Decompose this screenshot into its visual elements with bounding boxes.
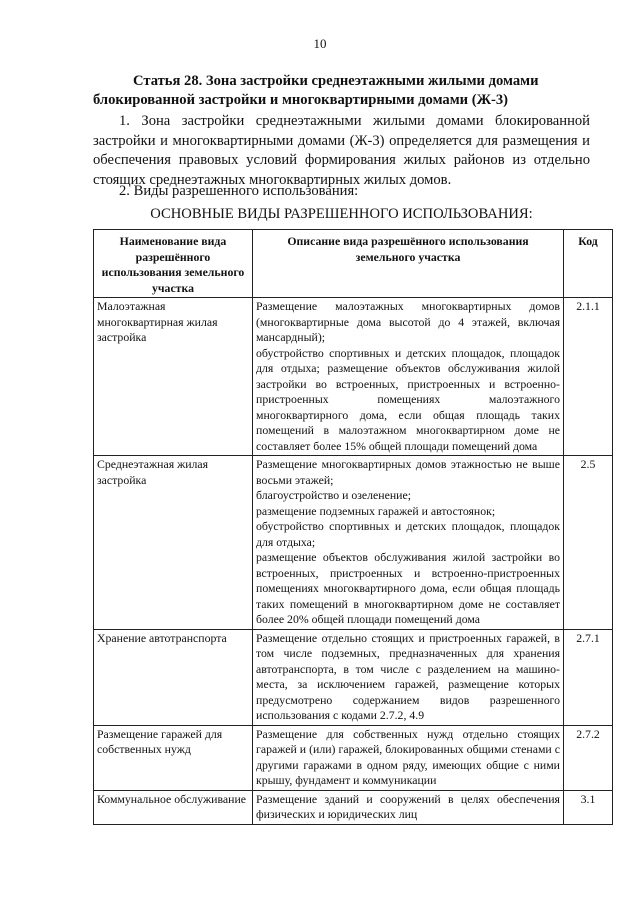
header-code: Код (564, 230, 613, 298)
row-description (253, 725, 564, 790)
row-code: 2.1.1 (564, 298, 613, 456)
article-heading-line-2: блокированной застройки и многоквартирными домами (Ж-3) (93, 92, 509, 108)
description-line: Размещение многоквартирных домов этажностью не выше восьми этажей; (256, 457, 560, 487)
permitted-use-table (93, 229, 613, 825)
row-description (253, 629, 564, 725)
header-description: Описание вида разрешённого использования земельного участка (253, 230, 564, 298)
row-name: Малоэтажная многоквартирная жилая застройка (94, 298, 253, 456)
description-line: Размещение зданий и сооружений в целях обеспечения физических и юридических лиц (256, 791, 560, 821)
table-caption: ОСНОВНЫЕ ВИДЫ РАЗРЕШЕННОГО ИСПОЛЬЗОВАНИЯ: (150, 206, 533, 222)
row-name: Среднеэтажная жилая застройка (94, 456, 253, 630)
description-line: Размещение отдельно стоящих и пристроенных гаражей, в том числе подземных, предназначенных для хранения автотранспорта, в том числе с разделением на машино-места, за исключением гаражей, размещение которых предусмотрено содержанием видов разрешенного использования с кодами 2.7.2, 4.9 (256, 630, 560, 722)
table-row (94, 456, 613, 630)
row-code: 3.1 (564, 790, 613, 824)
table-row (94, 790, 613, 824)
table-row (94, 725, 613, 790)
table-header-row (94, 230, 613, 298)
row-description (253, 456, 564, 630)
paragraph-use-types: 2. Виды разрешенного использования: (119, 183, 359, 199)
description-line: размещение объектов обслуживания жилой застройки во встроенных, пристроенных и встроенно-пристроенных помещениях многоквартирного дома, если общая площадь таких помещений в многоквартирном доме не составляет более 20% общей площади помещений дома (256, 550, 560, 626)
row-name: Хранение автотранспорта (94, 629, 253, 725)
description-line: размещение подземных гаражей и автостоянок; (256, 503, 496, 518)
row-description (253, 298, 564, 456)
row-code: 2.5 (564, 456, 613, 630)
description-line: обустройство спортивных и детских площадок, площадок для отдыха; (256, 519, 560, 549)
description-line: благоустройство и озеленение; (256, 488, 411, 502)
header-name: Наименование вида разрешённого использования земельного участка (94, 230, 253, 298)
article-heading (93, 72, 590, 110)
page-number: 10 (313, 36, 327, 51)
paragraph-zone-definition: 1. Зона застройки среднеэтажными жилыми домами блокированной застройки и многоквартирными домами (Ж-3) определяется для размещения и обеспечения правовых условий формирования жилых районов из отдельно стоящих среднеэтажных многоквартирных жилых домов. (93, 113, 590, 188)
description-line: обустройство спортивных и детских площадок, площадок для отдыха; размещение объектов обслуживания жилой застройки во встроенных, пристроенных и встроенно-пристроенных помещениях малоэтажного многоквартирного дома, если общая площадь таких помещений в малоэтажном многоквартирном доме не составляет более 15% общей площади помещений дома (256, 345, 560, 453)
row-code: 2.7.2 (564, 725, 613, 790)
row-name: Размещение гаражей для собственных нужд (94, 725, 253, 790)
description-line: Размещение малоэтажных многоквартирных домов (многоквартирные дома высотой до 4 этажей, включая мансардный); (256, 299, 560, 344)
row-name: Коммунальное обслуживание (94, 790, 253, 824)
description-line: Размещение для собственных нужд отдельно стоящих гаражей и (или) гаражей, блокированных общими стенами с другими гаражами в одном ряду, имеющих общие с ними крышу, фундамент и коммуникации (256, 726, 560, 787)
row-code: 2.7.1 (564, 629, 613, 725)
table-row (94, 298, 613, 456)
article-heading-line-1: Статья 28. Зона застройки среднеэтажными жилыми домами (133, 73, 539, 89)
table-row (94, 629, 613, 725)
row-description (253, 790, 564, 824)
